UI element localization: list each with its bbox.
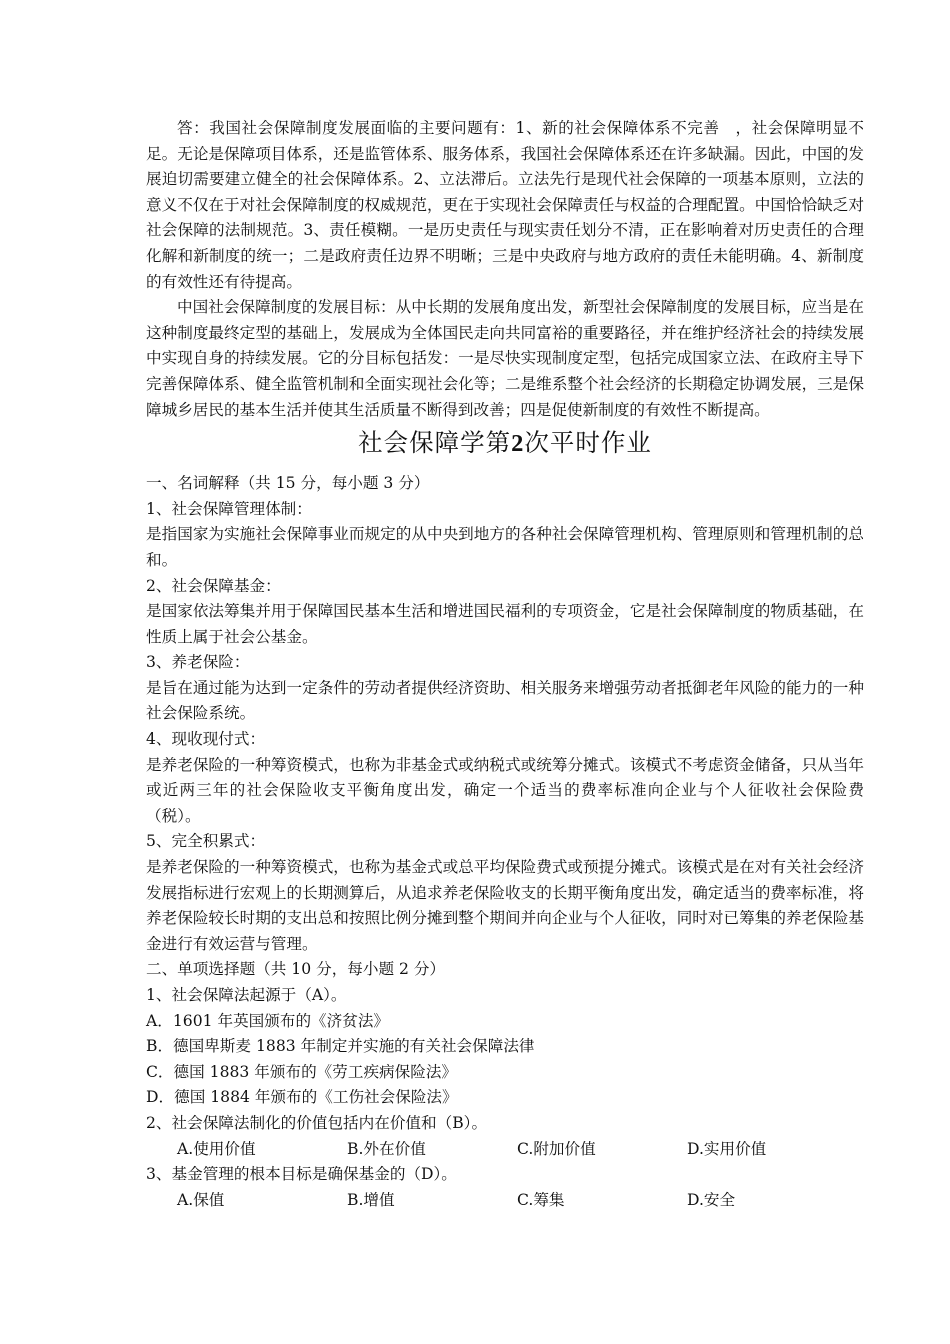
question-1-option-b: B．德国卑斯麦 1883 年制定并实施的有关社会保障法律 — [146, 1037, 535, 1056]
question-1-option-a: A．1601 年英国颁布的《济贫法》 — [146, 1011, 390, 1030]
term-4-title: 4、现收现付式： — [146, 730, 266, 749]
question-2-option-a: A.使用价值 — [177, 1139, 256, 1158]
term-2-title: 2、社会保障基金： — [146, 576, 281, 595]
answer-paragraph-2: 中国社会保障制度的发展目标：从中长期的发展角度出发，新型社会保障制度的发展目标，应当是在这种制度最终定型的基础上，发展成为全体国民走向共同富裕的重要路径，并在维护经济社会的持续发展中实现自身的持续发展。它的分目标包括发：一是尽快实现制度定型，包括完成国家立法、在政府主导下完善保障体系、健全监管机制和全面实现社会化等；二是维系整个社会经济的长期稳定协调发展，三是保障城乡居民的基本生活并使其生活质量不断得到改善；四是促使新制度的有效性不断提高。 — [146, 298, 864, 419]
section-1-heading: 一、名词解释（共 15 分，每小题 3 分） — [146, 474, 430, 493]
page-title — [146, 426, 864, 461]
question-2-options — [146, 1137, 864, 1163]
question-1-option-d: D．德国 1884 年颁布的《工伤社会保险法》 — [146, 1088, 458, 1107]
term-3-definition: 是旨在通过能为达到一定条件的劳动者提供经济资助、相关服务来增强劳动者抵御老年风险的能力的一种社会保险系统。 — [146, 678, 864, 723]
term-1-definition: 是指国家为实施社会保障事业而规定的从中央到地方的各种社会保障管理机构、管理原则和管理机制的总和。 — [146, 525, 864, 569]
term-2-definition: 是国家依法筹集并用于保障国民基本生活和增进国民福利的专项资金，它是社会保障制度的物质基础，在性质上属于社会公基金。 — [146, 602, 864, 646]
title-prefix: 社会保障学第 — [358, 428, 512, 458]
term-5-definition: 是养老保险的一种筹资模式，也称为基金式或总平均保险费式或预提分摊式。该模式是在对有关社会经济发展指标进行宏观上的长期测算后，从追求养老保险收支的长期平衡角度出发，确定适当的费率标准，将养老保险较长时期的支出总和按照比例分摊到整个期间并向企业与个人征收，同时对已筹集的养老保险基金进行有效运营与管理。 — [146, 858, 864, 953]
question-3-option-d: D.安全 — [687, 1190, 736, 1209]
term-5-title: 5、完全积累式： — [146, 832, 266, 851]
document-body — [146, 116, 864, 1213]
term-4-definition: 是养老保险的一种筹资模式，也称为非基金式或纳税式或统筹分摊式。该模式不考虑资金储备，只从当年或近两三年的社会保险收支平衡角度出发，确定一个适当的费率标准向企业与个人征收社会保险费（税）。 — [146, 755, 864, 825]
question-2-option-d: D.实用价值 — [687, 1139, 767, 1158]
question-3-options — [146, 1188, 864, 1214]
question-3-option-c: C.筹集 — [517, 1190, 565, 1209]
question-3-stem: 3、基金管理的根本目标是确保基金的（D）。 — [146, 1165, 457, 1184]
term-3-title: 3、养老保险： — [146, 653, 250, 672]
answer-paragraph-1: 答：我国社会保障制度发展面临的主要问题有：1、新的社会保障体系不完善 ，社会保障明显不足。无论是保障项目体系，还是监管体系、服务体系，我国社会保障体系还在许多缺漏。因此，中国的发展迫切需要建立健全的社会保障体系。2、立法滞后。立法先行是现代社会保障的一项基本原则，立法的意义不仅在于对社会保障制度的权威规范，更在于实现社会保障责任与权益的合理配置。中国恰恰缺乏对社会保障的法制规范。3、责任模糊。一是历史责任与现实责任划分不清，正在影响着对历史责任的合理化解和新制度的统一；二是政府责任边界不明晰；三是中央政府与地方政府的责任未能明确。4、新制度的有效性还有待提高。 — [146, 119, 865, 291]
title-number: 2 — [511, 430, 525, 458]
question-2-stem: 2、社会保障法制化的价值包括内在价值和（B）。 — [146, 1113, 488, 1132]
question-3-option-a: A.保值 — [177, 1190, 225, 1209]
question-1-option-c: C．德国 1883 年颁布的《劳工疾病保险法》 — [146, 1062, 458, 1081]
term-1-title: 1、社会保障管理体制： — [146, 499, 312, 518]
title-suffix: 次平时作业 — [524, 428, 652, 458]
question-2-option-c: C.附加价值 — [517, 1139, 596, 1158]
question-3-option-b: B.增值 — [347, 1190, 395, 1209]
section-2-heading: 二、单项选择题（共 10 分，每小题 2 分） — [146, 960, 446, 979]
question-1-stem: 1、社会保障法起源于（A）。 — [146, 986, 347, 1004]
question-2-option-b: B.外在价值 — [347, 1139, 426, 1158]
